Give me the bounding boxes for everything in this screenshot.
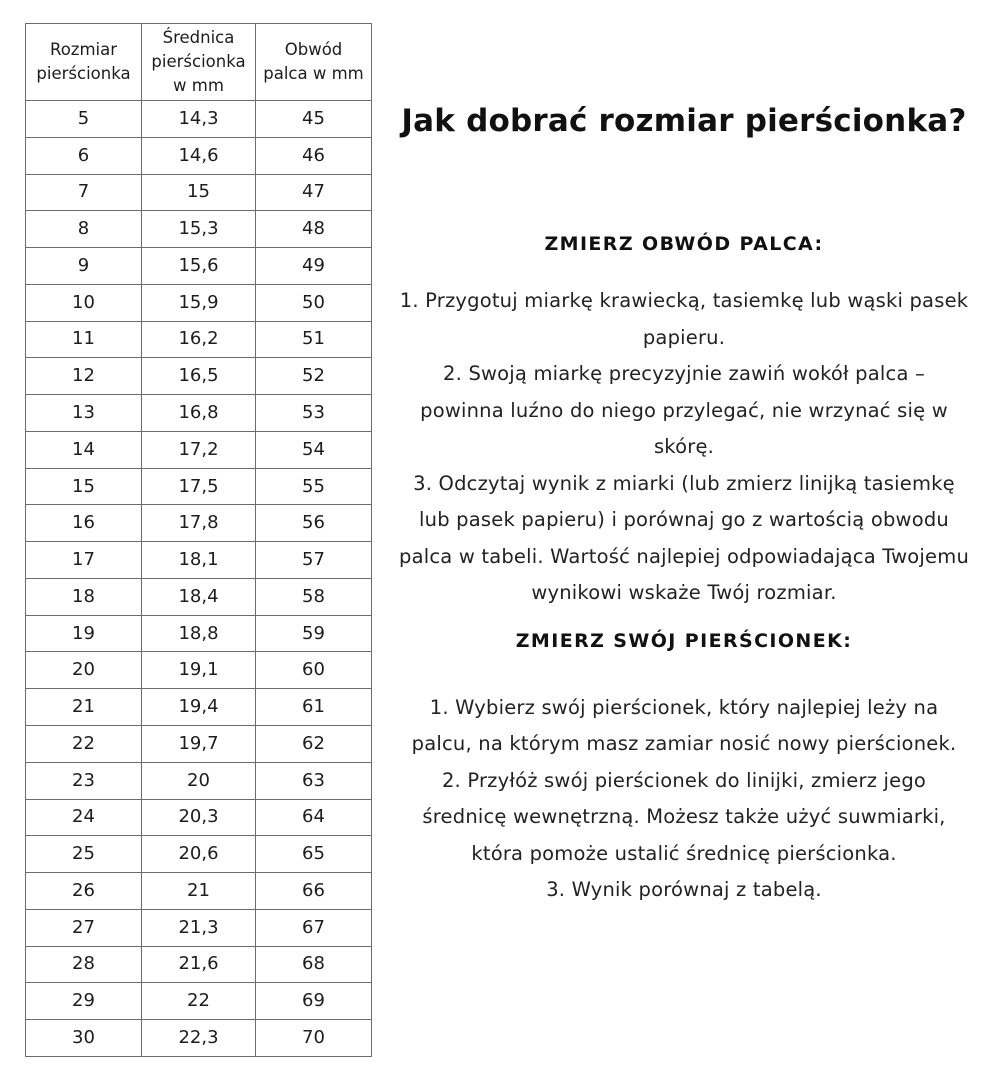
- table-cell: 15: [26, 468, 142, 505]
- table-cell: 15,3: [142, 211, 256, 248]
- table-cell: 8: [26, 211, 142, 248]
- table-row: [26, 284, 372, 321]
- table-row: [26, 909, 372, 946]
- step-item: 1. Wybierz swój pierścionek, który najlepiej leży na palcu, na którym masz zamiar nosić nowy pierścionek.: [411, 695, 957, 755]
- table-cell: 69: [256, 983, 372, 1020]
- table-row: [26, 689, 372, 726]
- table-cell: 17,8: [142, 505, 256, 542]
- table-cell: 15,9: [142, 284, 256, 321]
- table-row: [26, 726, 372, 763]
- table-row: [26, 431, 372, 468]
- table-row: [26, 873, 372, 910]
- table-cell: 19,4: [142, 689, 256, 726]
- table-cell: 60: [256, 652, 372, 689]
- steps-list-measure-ring: [398, 690, 970, 909]
- table-cell: 30: [26, 1020, 142, 1057]
- table-cell: 15,6: [142, 248, 256, 285]
- table-row: [26, 946, 372, 983]
- steps-list-measure-finger: [398, 283, 970, 612]
- table-cell: 19,7: [142, 726, 256, 763]
- table-cell: 17,5: [142, 468, 256, 505]
- table-row: [26, 578, 372, 615]
- table-cell: 59: [256, 615, 372, 652]
- table-cell: 58: [256, 578, 372, 615]
- table-cell: 64: [256, 799, 372, 836]
- table-cell: 27: [26, 909, 142, 946]
- table-row: [26, 174, 372, 211]
- col-header-ring-diameter: Średnica pierścionka w mm: [142, 24, 256, 101]
- table-cell: 13: [26, 395, 142, 432]
- table-cell: 24: [26, 799, 142, 836]
- step-item: 2. Swoją miarkę precyzyjnie zawiń wokół palca – powinna luźno do niego przylegać, nie wrzynać się w skórę.: [420, 362, 948, 458]
- table-cell: 11: [26, 321, 142, 358]
- table-cell: 14,3: [142, 101, 256, 138]
- table-cell: 17: [26, 542, 142, 579]
- table-cell: 14: [26, 431, 142, 468]
- table-row: [26, 615, 372, 652]
- table-row: [26, 137, 372, 174]
- table-cell: 21: [142, 873, 256, 910]
- col-header-finger-circumference: Obwód palca w mm: [256, 24, 372, 101]
- table-cell: 21,3: [142, 909, 256, 946]
- table-cell: 53: [256, 395, 372, 432]
- table-cell: 20,3: [142, 799, 256, 836]
- table-cell: 16,2: [142, 321, 256, 358]
- table-cell: 66: [256, 873, 372, 910]
- table-cell: 18,4: [142, 578, 256, 615]
- table-cell: 7: [26, 174, 142, 211]
- table-cell: 16,5: [142, 358, 256, 395]
- table-cell: 21,6: [142, 946, 256, 983]
- table-row: [26, 652, 372, 689]
- table-row: [26, 1020, 372, 1057]
- table-cell: 28: [26, 946, 142, 983]
- page-title: Jak dobrać rozmiar pierścionka?: [401, 103, 967, 139]
- table-cell: 26: [26, 873, 142, 910]
- table-cell: 63: [256, 762, 372, 799]
- table-row: [26, 542, 372, 579]
- table-cell: 52: [256, 358, 372, 395]
- table-row: [26, 395, 372, 432]
- table-cell: 18,1: [142, 542, 256, 579]
- table-cell: 65: [256, 836, 372, 873]
- ring-size-table: [25, 23, 372, 1057]
- table-cell: 68: [256, 946, 372, 983]
- guide-section-measure-finger: [398, 231, 970, 612]
- step-item: 1. Przygotuj miarkę krawiecką, tasiemkę lub wąski pasek papieru.: [399, 289, 969, 349]
- guide-panel: [398, 0, 970, 909]
- table-cell: 25: [26, 836, 142, 873]
- table-cell: 51: [256, 321, 372, 358]
- table-cell: 48: [256, 211, 372, 248]
- table-cell: 49: [256, 248, 372, 285]
- table-cell: 14,6: [142, 137, 256, 174]
- table-row: [26, 211, 372, 248]
- step-item: 3. Wynik porównaj z tabelą.: [546, 878, 822, 901]
- table-cell: 57: [256, 542, 372, 579]
- table-row: [26, 983, 372, 1020]
- table-cell: 46: [256, 137, 372, 174]
- table-cell: 29: [26, 983, 142, 1020]
- table-cell: 23: [26, 762, 142, 799]
- table-cell: 18: [26, 578, 142, 615]
- table-cell: 19: [26, 615, 142, 652]
- table-cell: 22,3: [142, 1020, 256, 1057]
- table-cell: 61: [256, 689, 372, 726]
- table-cell: 5: [26, 101, 142, 138]
- table-row: [26, 505, 372, 542]
- table-row: [26, 468, 372, 505]
- table-cell: 70: [256, 1020, 372, 1057]
- table-cell: 12: [26, 358, 142, 395]
- table-cell: 10: [26, 284, 142, 321]
- table-cell: 22: [142, 983, 256, 1020]
- table-row: [26, 358, 372, 395]
- table-cell: 20,6: [142, 836, 256, 873]
- table-cell: 62: [256, 726, 372, 763]
- table-row: [26, 836, 372, 873]
- table-cell: 22: [26, 726, 142, 763]
- table-cell: 15: [142, 174, 256, 211]
- table-row: [26, 321, 372, 358]
- step-item: 3. Odczytaj wynik z miarki (lub zmierz linijką tasiemkę lub pasek papieru) i porównaj go z wartością obwodu palca w tabeli. Wartość najlepiej odpowiadająca Twojemu wynikowi wskaże Twój rozmiar.: [399, 471, 969, 604]
- guide-section-measure-ring: [398, 628, 970, 909]
- table-cell: 47: [256, 174, 372, 211]
- table-cell: 21: [26, 689, 142, 726]
- table-cell: 16,8: [142, 395, 256, 432]
- table-row: [26, 248, 372, 285]
- table-cell: 20: [142, 762, 256, 799]
- table-cell: 45: [256, 101, 372, 138]
- table-cell: 55: [256, 468, 372, 505]
- table-row: [26, 762, 372, 799]
- col-header-ring-size: Rozmiar pierścionka: [26, 24, 142, 101]
- table-row: [26, 101, 372, 138]
- table-cell: 19,1: [142, 652, 256, 689]
- section-heading-measure-finger: ZMIERZ OBWÓD PALCA:: [544, 233, 824, 255]
- table-cell: 16: [26, 505, 142, 542]
- table-cell: 18,8: [142, 615, 256, 652]
- table-cell: 9: [26, 248, 142, 285]
- table-cell: 17,2: [142, 431, 256, 468]
- table-header-row: [26, 24, 372, 101]
- step-item: 2. Przyłóż swój pierścionek do linijki, zmierz jego średnicę wewnętrzną. Możesz także użyć suwmiarki, która pomoże ustalić średnicę pierścionka.: [422, 768, 946, 865]
- table-cell: 67: [256, 909, 372, 946]
- table-cell: 6: [26, 137, 142, 174]
- table-row: [26, 799, 372, 836]
- table-cell: 50: [256, 284, 372, 321]
- size-table-body: [26, 101, 372, 1057]
- section-heading-measure-ring: ZMIERZ SWÓJ PIERŚCIONEK:: [515, 629, 853, 652]
- table-cell: 54: [256, 431, 372, 468]
- table-cell: 56: [256, 505, 372, 542]
- table-cell: 20: [26, 652, 142, 689]
